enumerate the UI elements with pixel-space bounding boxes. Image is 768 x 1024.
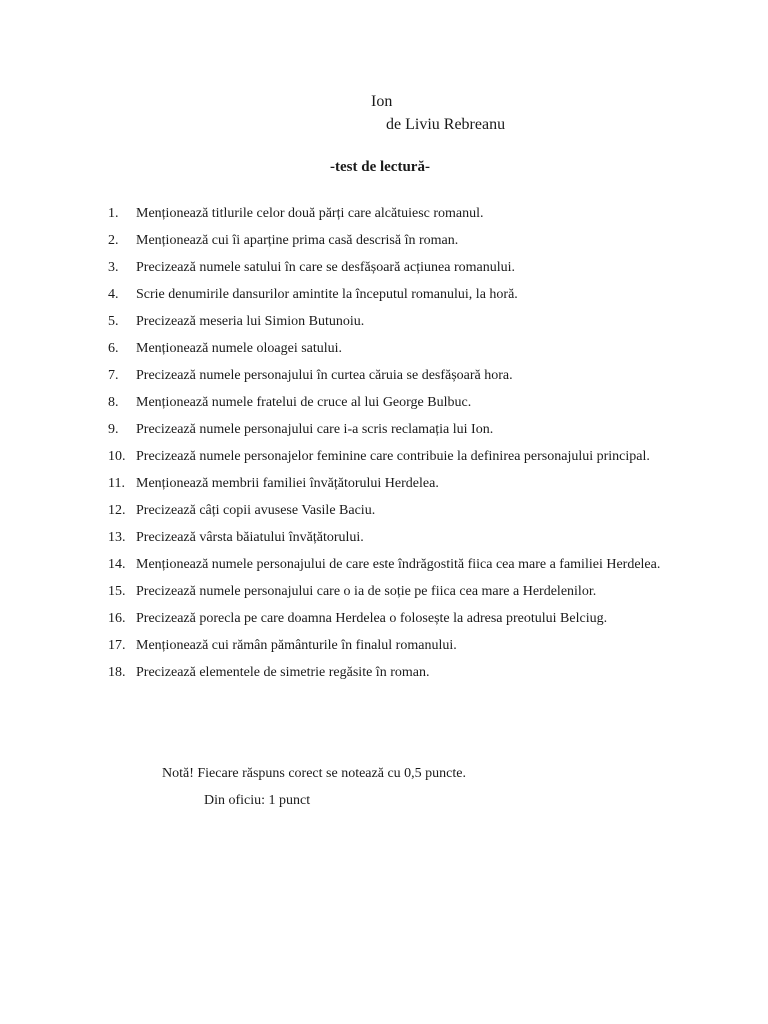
- question-item: [108, 254, 678, 281]
- question-text: Menționează numele fratelui de cruce al lui George Bulbuc.: [136, 395, 472, 410]
- question-item: [108, 443, 678, 470]
- question-text: Precizează numele personajului în curtea căruia se desfășoară hora.: [136, 368, 513, 383]
- question-text: Menționează cui îi aparține prima casă descrisă în roman.: [136, 233, 459, 248]
- question-item: [108, 362, 678, 389]
- question-number: 11.: [108, 476, 125, 491]
- question-item: [108, 335, 678, 362]
- question-item: [108, 200, 678, 227]
- question-text: Precizează vârsta băiatului învățătorului.: [136, 530, 364, 545]
- question-item: [108, 227, 678, 254]
- question-number: 6.: [108, 341, 119, 356]
- question-text: Menționează numele oloagei satului.: [136, 341, 343, 356]
- question-text: Precizează numele personajului care o ia de soție pe fiica cea mare a Herdelenilor.: [136, 584, 597, 599]
- question-number: 8.: [108, 395, 119, 410]
- question-text: Menționează numele personajului de care este îndrăgostită fiica cea mare a familiei Herdelea.: [136, 557, 661, 572]
- question-item: [108, 281, 678, 308]
- question-item: [108, 551, 678, 578]
- question-number: 12.: [108, 503, 126, 518]
- question-text: Precizează numele satului în care se desfășoară acțiunea romanului.: [136, 260, 515, 275]
- question-text: Precizează porecla pe care doamna Herdelea o folosește la adresa preotului Belciug.: [136, 611, 608, 626]
- question-number: 17.: [108, 638, 126, 653]
- question-number: 18.: [108, 665, 126, 680]
- grading-note: Notă! Fiecare răspuns corect se notează cu 0,5 puncte.: [162, 766, 466, 781]
- question-item: [108, 389, 678, 416]
- question-item: [108, 659, 678, 686]
- question-item: [108, 416, 678, 443]
- question-number: 7.: [108, 368, 119, 383]
- question-number: 2.: [108, 233, 119, 248]
- question-text: Precizează câți copii avusese Vasile Baciu.: [136, 503, 376, 518]
- question-text: Precizează numele personajelor feminine care contribuie la definirea personajului principal.: [136, 449, 650, 464]
- question-text: Scrie denumirile dansurilor amintite la începutul romanului, la horă.: [136, 287, 518, 302]
- question-text: Menționează titlurile celor două părți care alcătuiesc romanul.: [136, 206, 484, 221]
- official-points: Din oficiu: 1 punct: [204, 793, 311, 808]
- question-number: 9.: [108, 422, 119, 437]
- question-text: Precizează numele personajului care i-a scris reclamația lui Ion.: [136, 422, 494, 437]
- question-number: 10.: [108, 449, 126, 464]
- question-number: 3.: [108, 260, 119, 275]
- document-subtitle: -test de lectură-: [330, 159, 430, 175]
- question-text: Precizează meseria lui Simion Butunoiu.: [136, 314, 365, 329]
- document-author: de Liviu Rebreanu: [386, 116, 506, 133]
- question-item: [108, 524, 678, 551]
- question-number: 15.: [108, 584, 126, 599]
- question-number: 4.: [108, 287, 119, 302]
- question-item: [108, 470, 678, 497]
- question-number: 1.: [108, 206, 119, 221]
- question-number: 13.: [108, 530, 126, 545]
- question-item: [108, 578, 678, 605]
- question-text: Precizează elementele de simetrie regăsite în roman.: [136, 665, 430, 680]
- question-number: 5.: [108, 314, 119, 329]
- question-list: [108, 200, 678, 686]
- question-number: 16.: [108, 611, 126, 626]
- document-title: Ion: [371, 93, 393, 110]
- question-number: 14.: [108, 557, 126, 572]
- question-item: [108, 605, 678, 632]
- question-item: [108, 632, 678, 659]
- question-item: [108, 308, 678, 335]
- question-item: [108, 497, 678, 524]
- question-text: Menționează membrii familiei învățătorului Herdelea.: [136, 476, 439, 491]
- question-text: Menționează cui rămân pământurile în finalul romanului.: [136, 638, 457, 653]
